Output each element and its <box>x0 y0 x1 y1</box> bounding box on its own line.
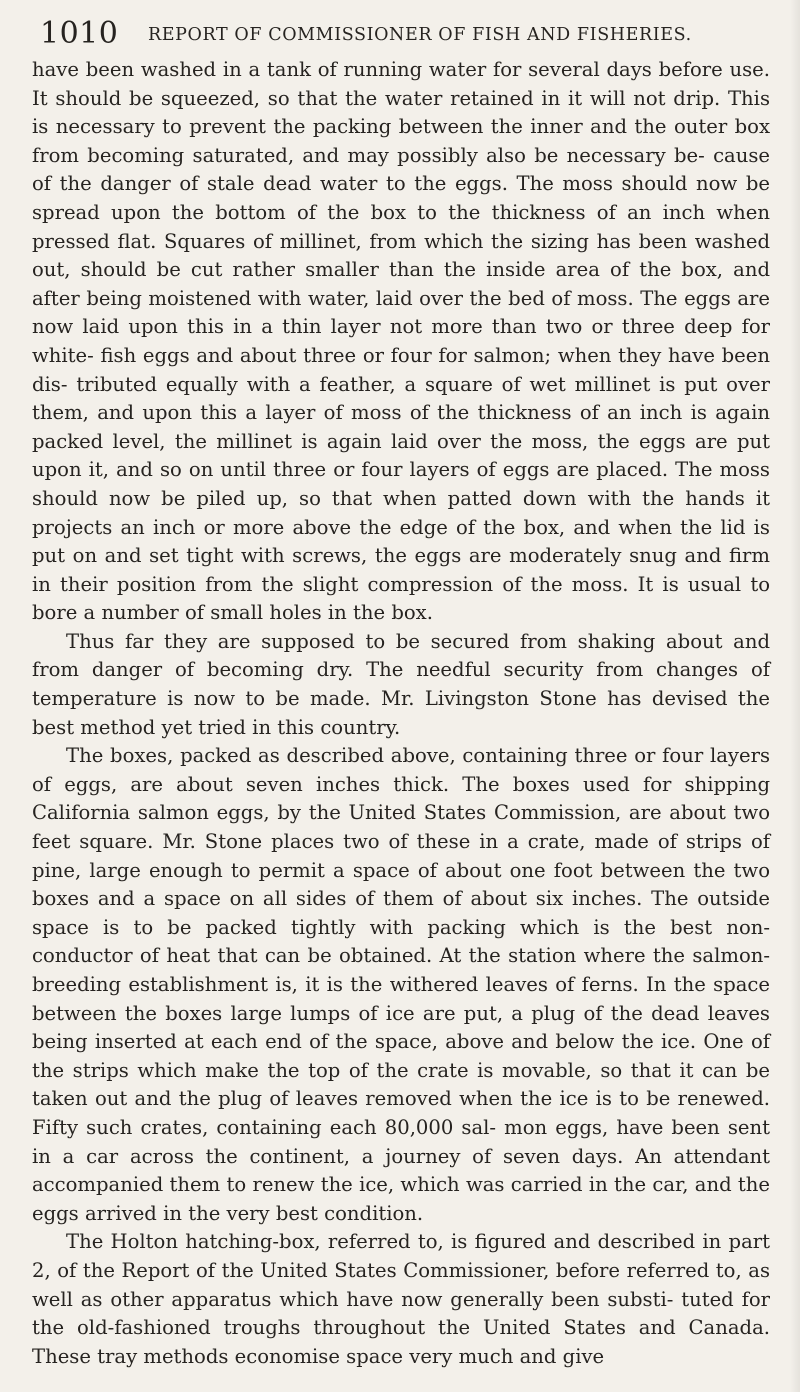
running-title: REPORT OF COMMISSIONER OF FISH AND FISHERIES. <box>148 25 692 45</box>
paragraph-continued: have been washed in a tank of running water for several days before use. It should be squeezed, so that the water retained in it will not drip. This is necessary to prevent the packing between the inner and the outer box from becoming saturated, and may possibly also be necessary be- cause of the danger of stale dead water to the eggs. The moss should now be spread upon the bottom of the box to the thickness of an inch when pressed flat. Squares of millinet, from which the sizing has been washed out, should be cut rather smaller than the inside area of the box, and after being moistened with water, laid over the bed of moss. The eggs are now laid upon this in a thin layer not more than two or three deep for white- fish eggs and about three or four for salmon; when they have been dis- tributed equally with a feather, a square of wet millinet is put over them, and upon this a layer of moss of the thickness of an inch is again packed level, the millinet is again laid over the moss, the eggs are put upon it, and so on until three or four layers of eggs are placed. The moss should now be piled up, so that when patted down with the hands it projects an inch or more above the edge of the box, and when the lid is put on and set tight with screws, the eggs are moderately snug and firm in their position from the slight compression of the moss. It is usual to bore a number of small holes in the box. <box>32 58 770 625</box>
page-number: 1010 <box>40 16 119 51</box>
paragraph: The Holton hatching-box, referred to, is figured and described in part 2, of the Report of the United States Commissioner, before referred to, as well as other apparatus which have now generally been substi- tuted for the old-fashioned troughs throughout the United States and Canada. These tray methods economise space very much and give <box>32 1230 770 1368</box>
paragraph: The boxes, packed as described above, containing three or four layers of eggs, are about seven inches thick. The boxes used for shipping California salmon eggs, by the United States Commission, are about two feet square. Mr. Stone places two of these in a crate, made of strips of pine, large enough to permit a space of about one foot between the two boxes and a space on all sides of them of about six inches. The outside space is to be packed tightly with packing which is the best non-conductor of heat that can be obtained. At the station where the salmon-breeding establishment is, it is the withered leaves of ferns. In the space between the boxes large lumps of ice are put, a plug of the dead leaves being inserted at each end of the space, above and below the ice. One of the strips which make the top of the crate is movable, so that it can be taken out and the plug of leaves removed when the ice is to be renewed. Fifty such crates, containing each 80,000 sal- mon eggs, have been sent in a car across the continent, a journey of seven days. An attendant accompanied them to renew the ice, which was carried in the car, and the eggs arrived in the very best condition. <box>32 744 770 1225</box>
body-text <box>32 56 770 1371</box>
page-edge-shadow <box>790 0 800 1392</box>
running-header <box>32 14 770 54</box>
paragraph: Thus far they are supposed to be secured from shaking about and from danger of becoming dry. The needful security from changes of temperature is now to be made. Mr. Livingston Stone has devised the best method yet tried in this country. <box>32 629 770 739</box>
